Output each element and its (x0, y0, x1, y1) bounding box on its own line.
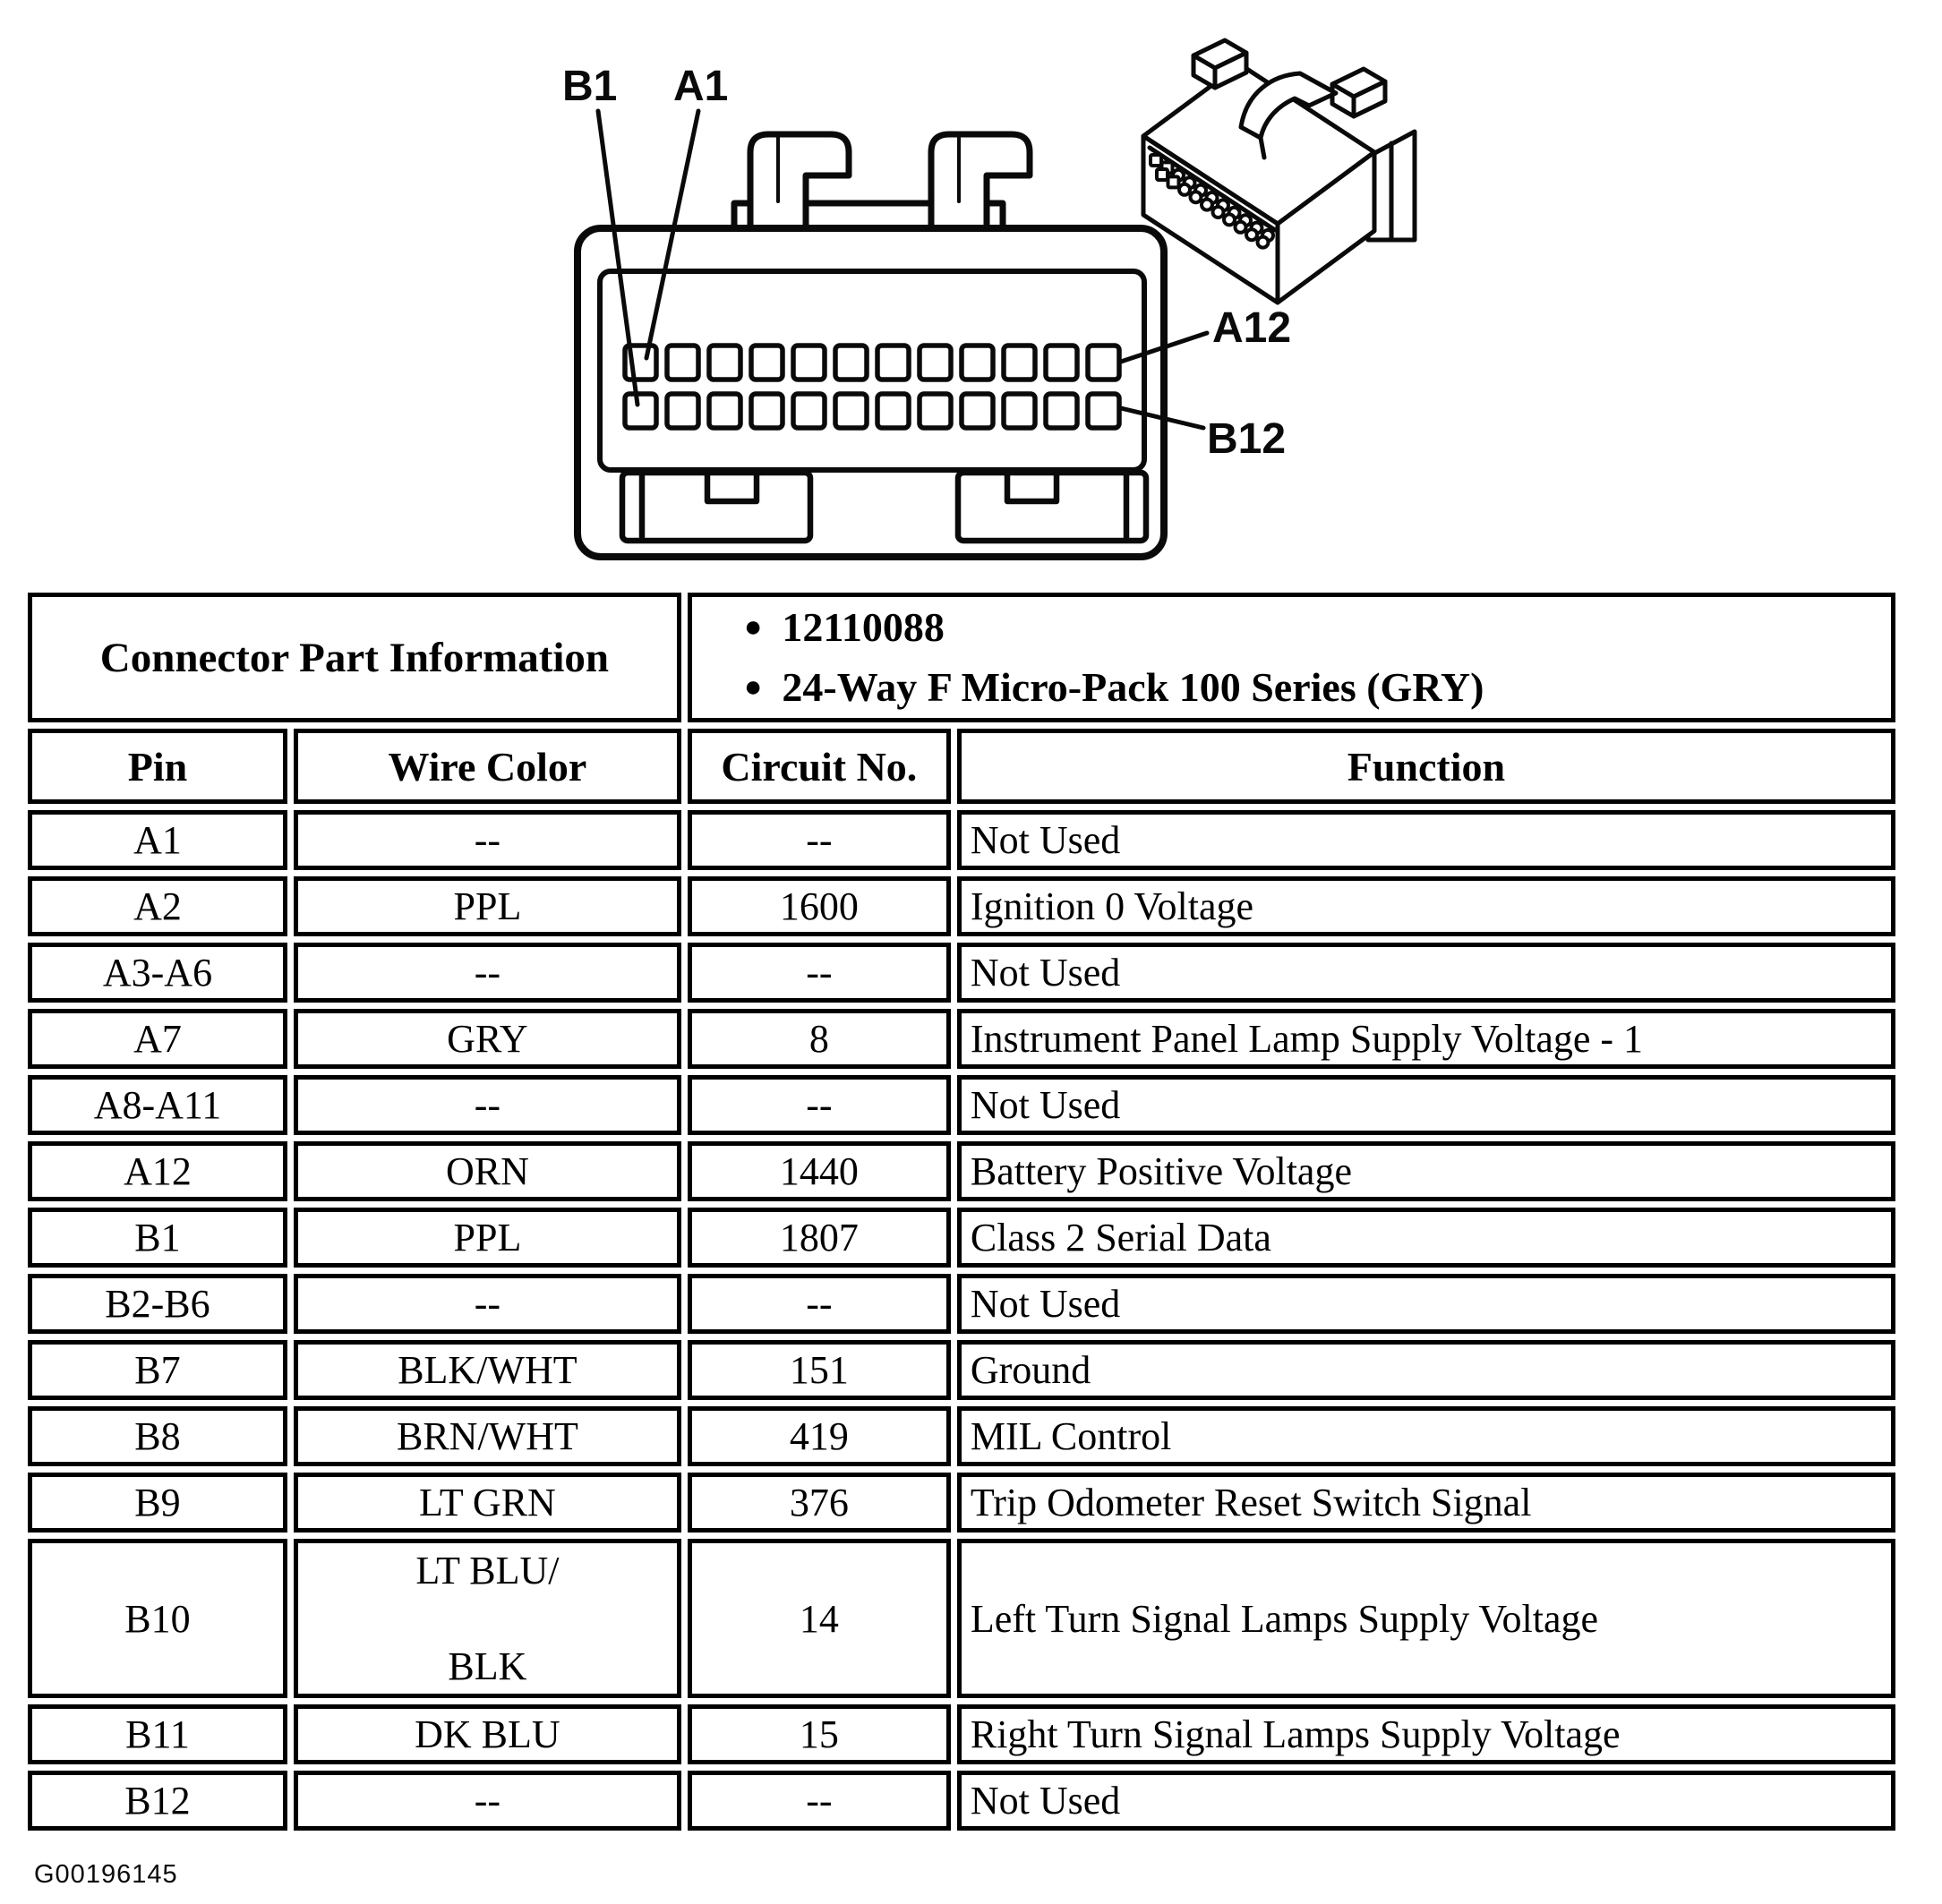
function-cell: Left Turn Signal Lamps Supply Voltage (957, 1539, 1895, 1698)
terminal-hole (1151, 155, 1161, 166)
terminal-hole (1246, 229, 1257, 240)
function-cell: Not Used (957, 1274, 1895, 1334)
wire-color-cell: -- (294, 943, 681, 1003)
connector-pinout-diagram (0, 0, 1942, 586)
table-row (28, 1406, 1895, 1466)
circuit-no-cell: -- (688, 810, 951, 870)
pin-label-a12: A12 (1212, 304, 1292, 352)
terminal-hole (1202, 200, 1212, 210)
pin-cavity (1004, 346, 1035, 380)
circuit-no-cell: -- (688, 1771, 951, 1831)
terminal-hole (1179, 184, 1190, 195)
wire-color-line2: BLK (448, 1644, 527, 1689)
pin-cavity (1046, 394, 1077, 428)
wire-color-cell: DK BLU (294, 1704, 681, 1764)
circuit-no-cell: 1600 (688, 876, 951, 936)
cap-tab-right-3d (1332, 69, 1385, 116)
pin-label-a1: A1 (673, 63, 729, 110)
pin-cavity (793, 346, 825, 380)
pin-cell: A1 (28, 810, 287, 870)
wire-color-cell: LT GRN (294, 1473, 681, 1533)
pin-cell: B11 (28, 1704, 287, 1764)
pin-cavity (835, 346, 867, 380)
column-header-circuit-no: Circuit No. (688, 729, 951, 804)
function-cell: Right Turn Signal Lamps Supply Voltage (957, 1704, 1895, 1764)
table-row (28, 943, 1895, 1003)
table-row (28, 1539, 1895, 1698)
wire-color-cell: GRY (294, 1009, 681, 1069)
table-row (28, 1141, 1895, 1201)
wire-color-cell (294, 1539, 681, 1698)
wire-color-cell: PPL (294, 1208, 681, 1268)
terminal-hole (1157, 169, 1168, 180)
table-row (28, 1208, 1895, 1268)
pin-cell: B2-B6 (28, 1274, 287, 1334)
function-cell: Instrument Panel Lamp Supply Voltage - 1 (957, 1009, 1895, 1069)
pin-cavity (709, 394, 740, 428)
pin-cavity (835, 394, 867, 428)
pin-cavity (751, 346, 783, 380)
wire-color-cell: PPL (294, 876, 681, 936)
wire-color-line1: LT BLU/ (415, 1549, 560, 1593)
circuit-no-cell: -- (688, 943, 951, 1003)
latch-tower-right (931, 134, 1030, 228)
function-cell: Ignition 0 Voltage (957, 876, 1895, 936)
pin-cavity (877, 394, 909, 428)
pin-cavity (877, 346, 909, 380)
pin-cavity (962, 346, 993, 380)
circuit-no-cell: 1440 (688, 1141, 951, 1201)
terminal-hole (1213, 207, 1224, 218)
circuit-no-cell: 15 (688, 1704, 951, 1764)
bullet-icon: ● (743, 670, 763, 704)
circuit-no-cell: -- (688, 1075, 951, 1135)
table-row (28, 1771, 1895, 1831)
column-header-pin: Pin (28, 729, 287, 804)
function-cell: Trip Odometer Reset Switch Signal (957, 1473, 1895, 1533)
bullet-icon: ● (743, 610, 763, 645)
pin-cell: B12 (28, 1771, 287, 1831)
table-row (28, 1274, 1895, 1334)
connector-series: 24-Way F Micro-Pack 100 Series (GRY) (782, 663, 1484, 710)
pin-label-b12: B12 (1207, 415, 1287, 463)
function-cell: Battery Positive Voltage (957, 1141, 1895, 1201)
table-row (28, 1473, 1895, 1533)
column-header-function: Function (957, 729, 1895, 804)
wire-color-cell: -- (294, 810, 681, 870)
pin-cell: A2 (28, 876, 287, 936)
part-number: 12110088 (782, 604, 945, 650)
table-row (28, 1340, 1895, 1400)
wire-color-cell: -- (294, 1771, 681, 1831)
pin-cavity (1046, 346, 1077, 380)
wire-color-cell: -- (294, 1274, 681, 1334)
part-info-label: Connector Part Information (28, 593, 681, 722)
table-row (28, 810, 1895, 870)
table-row (28, 1009, 1895, 1069)
pin-cell: A7 (28, 1009, 287, 1069)
wire-color-cell: BLK/WHT (294, 1340, 681, 1400)
wire-color-cell: ORN (294, 1141, 681, 1201)
pin-cavity (667, 346, 698, 380)
terminal-hole (1236, 222, 1246, 233)
circuit-no-cell: 151 (688, 1340, 951, 1400)
part-numbers-cell (688, 593, 1895, 722)
circuit-no-cell: 1807 (688, 1208, 951, 1268)
part-info-row (28, 593, 1895, 722)
pin-cavity (1088, 394, 1119, 428)
circuit-no-cell: 14 (688, 1539, 951, 1698)
circuit-no-cell: 376 (688, 1473, 951, 1533)
table-row (28, 1075, 1895, 1135)
bottom-tab-right (958, 473, 1146, 541)
function-cell: Not Used (957, 810, 1895, 870)
pin-cavity (962, 394, 993, 428)
pin-cell: B7 (28, 1340, 287, 1400)
pin-cavity (751, 394, 783, 428)
pin-cavity (1004, 394, 1035, 428)
pin-cavity (1088, 346, 1119, 380)
bottom-tab-left (622, 473, 810, 541)
pin-cavity (920, 346, 951, 380)
function-cell: Not Used (957, 1075, 1895, 1135)
terminal-hole (1224, 214, 1235, 225)
pin-cell: A12 (28, 1141, 287, 1201)
pin-cell: A3-A6 (28, 943, 287, 1003)
function-cell: MIL Control (957, 1406, 1895, 1466)
latch-tower-left (750, 134, 849, 228)
circuit-no-cell: -- (688, 1274, 951, 1334)
column-header-row (28, 729, 1895, 804)
pinout-table (21, 586, 1902, 1837)
terminal-hole (1168, 176, 1179, 187)
table-row (28, 876, 1895, 936)
table-row (28, 1704, 1895, 1764)
wire-color-cell: BRN/WHT (294, 1406, 681, 1466)
connector-3d-view (1143, 40, 1415, 303)
function-cell: Not Used (957, 1771, 1895, 1831)
figure-id: G00196145 (34, 1860, 178, 1890)
function-cell: Not Used (957, 943, 1895, 1003)
terminal-hole (1191, 192, 1202, 202)
terminal-hole (1258, 237, 1269, 248)
pin-cell: B1 (28, 1208, 287, 1268)
pin-cavity (625, 394, 656, 428)
pin-cell: A8-A11 (28, 1075, 287, 1135)
function-cell: Class 2 Serial Data (957, 1208, 1895, 1268)
circuit-no-cell: 8 (688, 1009, 951, 1069)
pin-cavity (667, 394, 698, 428)
pin-cavity (920, 394, 951, 428)
wire-color-cell: -- (294, 1075, 681, 1135)
circuit-no-cell: 419 (688, 1406, 951, 1466)
pin-cell: B10 (28, 1539, 287, 1698)
pin-cell: B9 (28, 1473, 287, 1533)
pin-cavity (793, 394, 825, 428)
column-header-wire-color: Wire Color (294, 729, 681, 804)
pin-cavity (709, 346, 740, 380)
connector-face-view (577, 134, 1164, 557)
pin-cell: B8 (28, 1406, 287, 1466)
pin-label-b1: B1 (562, 63, 618, 110)
function-cell: Ground (957, 1340, 1895, 1400)
